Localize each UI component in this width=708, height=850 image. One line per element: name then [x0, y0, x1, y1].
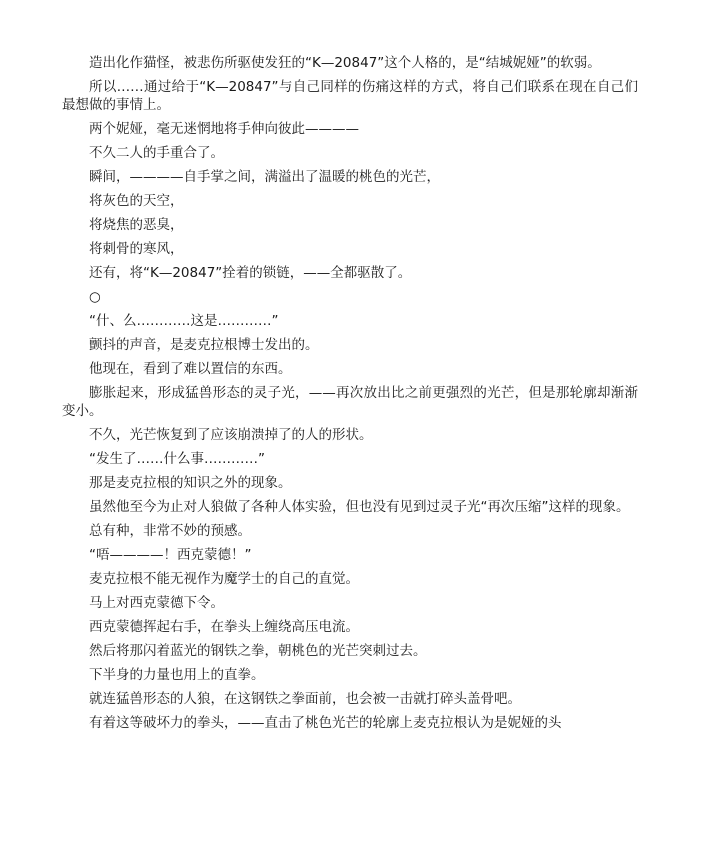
paragraph: 造出化作猫怪，被悲伤所驱使发狂的“K—20847”这个人格的，是“结城妮娅”的软弱。 — [89, 55, 601, 71]
paragraph: 将灰色的天空， — [89, 193, 184, 209]
paragraph: 将刺骨的寒风， — [89, 241, 184, 257]
paragraph: 不久，光芒恢复到了应该崩溃掉了的人的形状。 — [89, 427, 373, 443]
paragraph: 将烧焦的恶臭， — [89, 217, 184, 233]
paragraph: 瞬间，————自手掌之间，满溢出了温暖的桃色的光芒， — [89, 169, 440, 185]
paragraph: 麦克拉根不能无视作为魔学士的自己的直觉。 — [89, 571, 359, 587]
paragraph: 马上对西克蒙德下令。 — [89, 595, 224, 611]
paragraph: 他现在，看到了难以置信的东西。 — [89, 361, 292, 377]
section-separator: ○ — [89, 289, 101, 305]
paragraph: 膨胀起来，形成猛兽形态的灵子光，——再次放出比之前更强烈的光芒，但是那轮廓却渐渐变小。 — [62, 385, 638, 419]
paragraph: “什、么…………这是…………” — [89, 313, 279, 329]
paragraph: 那是麦克拉根的知识之外的现象。 — [89, 475, 292, 491]
paragraph: 两个妮娅，毫无迷惘地将手伸向彼此———— — [89, 121, 359, 137]
paragraph: 西克蒙德挥起右手，在拳头上缠绕高压电流。 — [89, 619, 359, 635]
paragraph: 虽然他至今为止对人狼做了各种人体实验，但也没有见到过灵子光“再次压缩”这样的现象。 — [89, 499, 630, 515]
paragraph: 下半身的力量也用上的直拳。 — [89, 667, 265, 683]
paragraph: 还有，将“K—20847”拴着的锁链，——全都驱散了。 — [89, 265, 412, 281]
paragraph: 有着这等破坏力的拳头，——直击了桃色光芒的轮廓上麦克拉根认为是妮娅的头 — [89, 715, 562, 731]
paragraph: 然后将那闪着蓝光的钢铁之拳，朝桃色的光芒突刺过去。 — [89, 643, 427, 659]
paragraph: 总有种，非常不妙的预感。 — [89, 523, 251, 539]
paragraph: 不久二人的手重合了。 — [89, 145, 224, 161]
paragraph: 就连猛兽形态的人狼，在这钢铁之拳面前，也会被一击就打碎头盖骨吧。 — [89, 691, 521, 707]
paragraph: “唔————！西克蒙德！” — [89, 547, 252, 563]
paragraph: “发生了……什么事…………” — [89, 451, 265, 467]
document-body — [62, 54, 638, 738]
paragraph: 所以……通过给于“K—20847”与自己同样的伤痛这样的方式，将自己们联系在现在自己们最想做的事情上。 — [62, 79, 638, 113]
paragraph: 颤抖的声音，是麦克拉根博士发出的。 — [89, 337, 319, 353]
